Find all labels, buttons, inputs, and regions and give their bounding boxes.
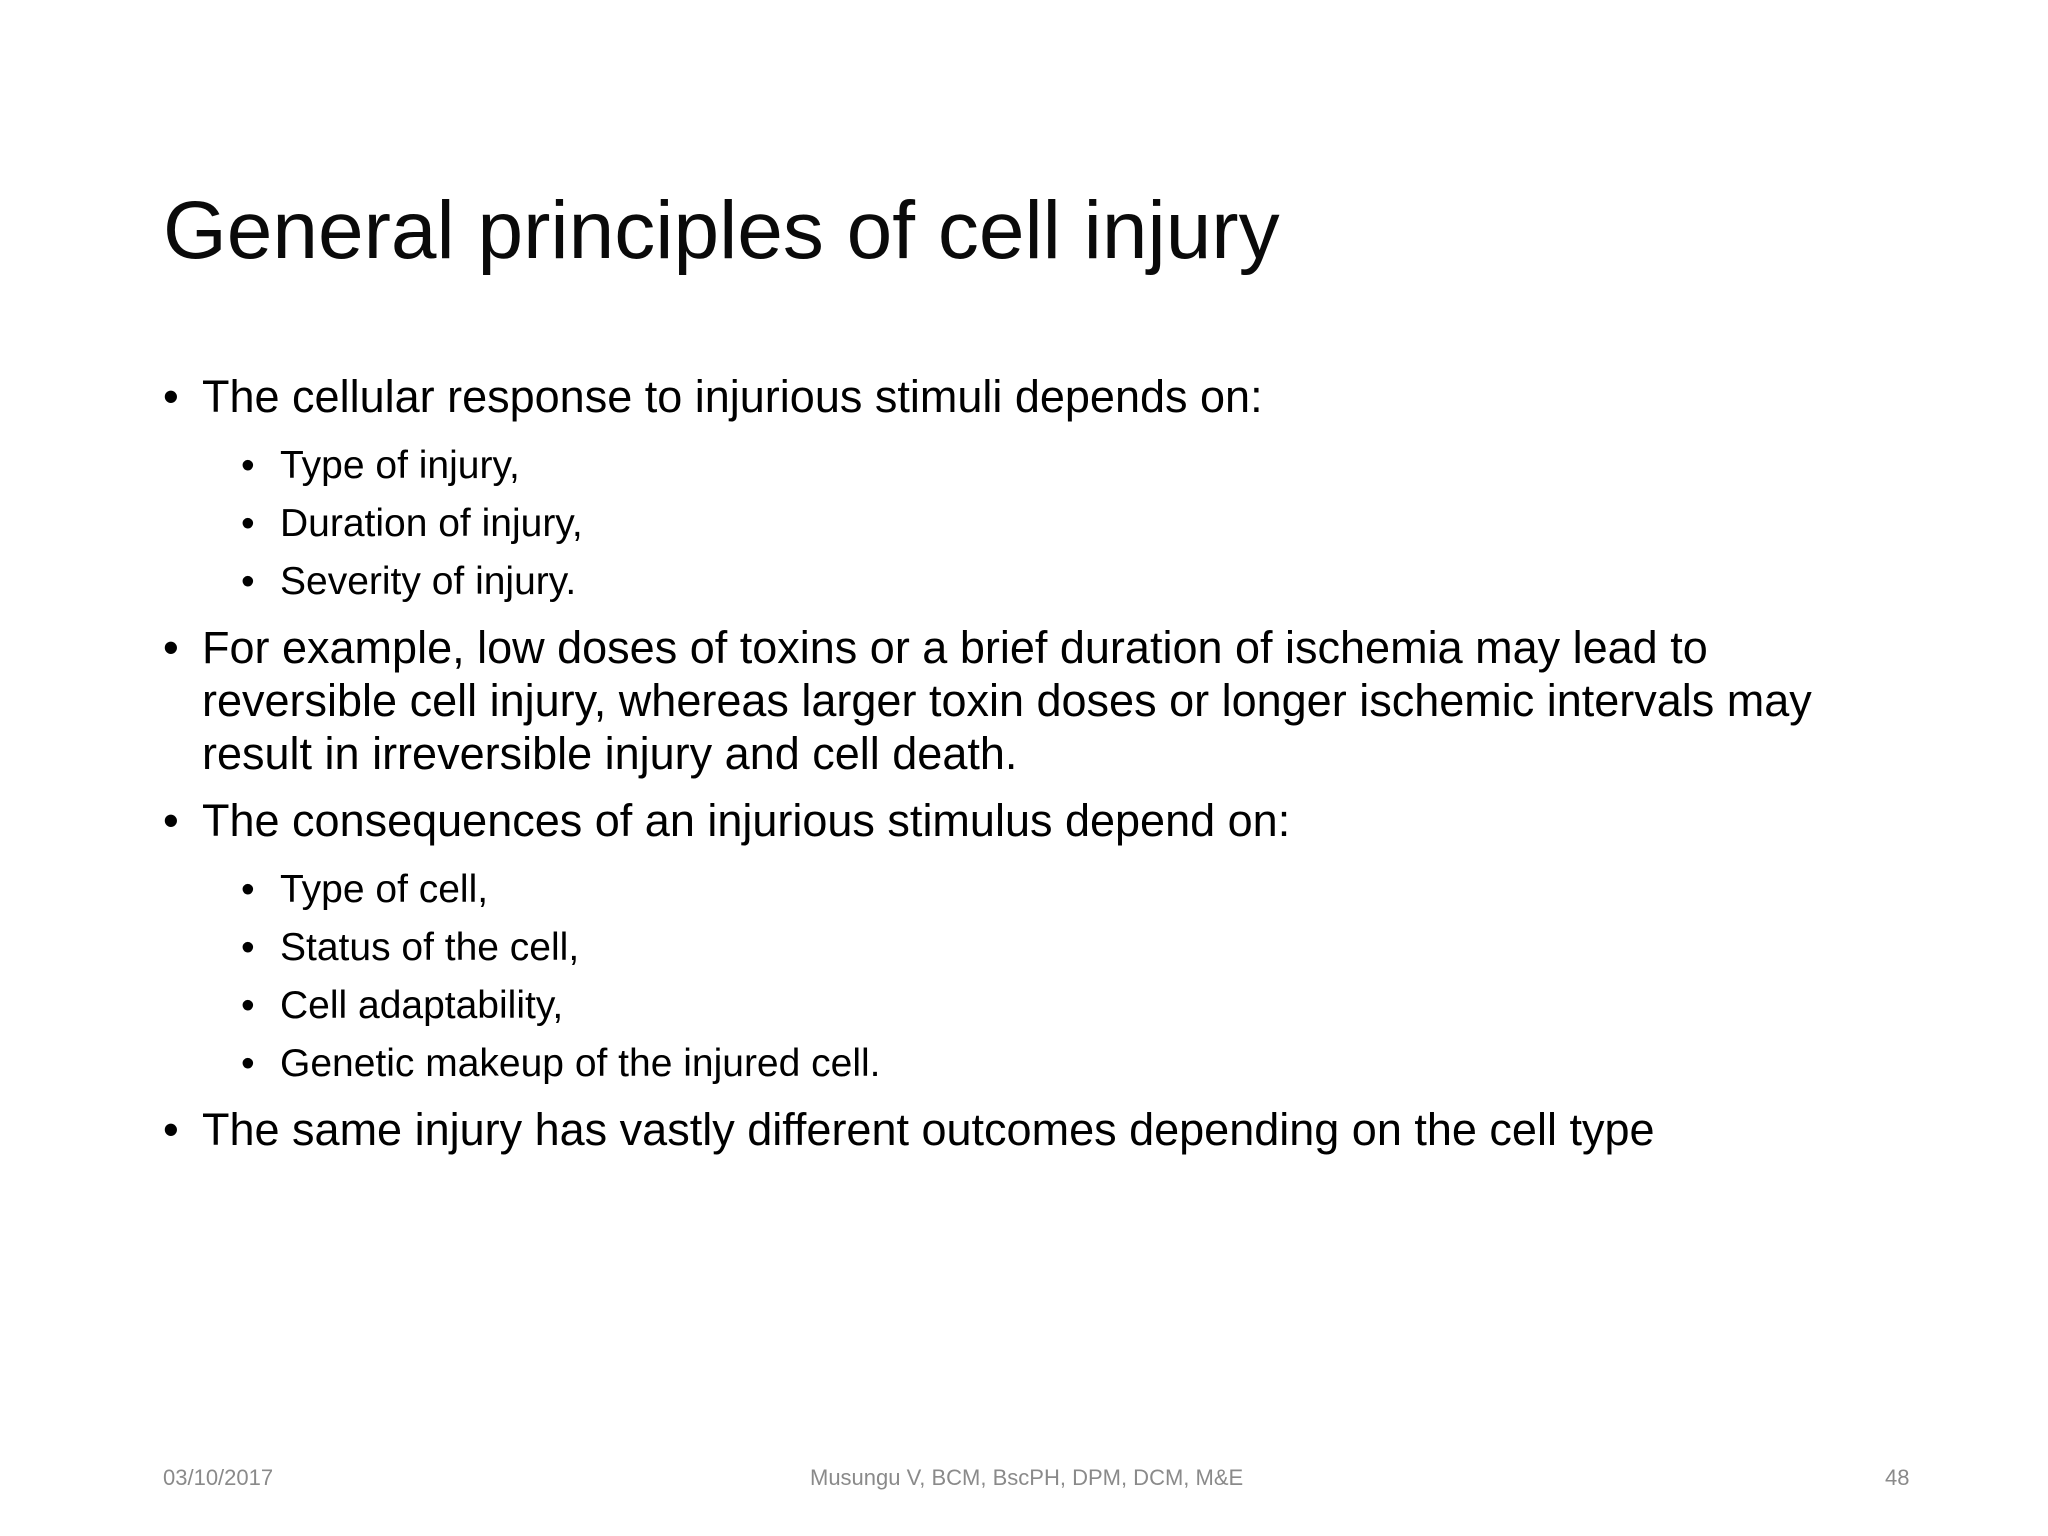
- sub-bullet-list: [163, 437, 1903, 611]
- sub-bullet-item: [163, 977, 1903, 1035]
- sub-bullet-item: [163, 919, 1903, 977]
- sub-bullet-item: [163, 495, 1903, 553]
- bullet-marker: •: [163, 622, 179, 673]
- bullet-text: For example, low doses of toxins or a brief duration of ischemia may lead to reversible cell injury, whereas larger toxin doses or longer ischemic intervals may result in irreversible injury and cell death.: [202, 622, 1812, 779]
- footer-author: Musungu V, BCM, BscPH, DPM, DCM, M&E: [810, 1465, 1244, 1490]
- bullet-marker: •: [241, 926, 255, 969]
- bullet-marker: •: [241, 560, 255, 603]
- bullet-marker: •: [163, 1104, 179, 1155]
- slide-title: General principles of cell injury: [163, 185, 1280, 276]
- bullet-text: The cellular response to injurious stimuli depends on:: [202, 371, 1263, 422]
- sub-bullet-item: [163, 437, 1903, 495]
- sub-bullet-text: Severity of injury.: [280, 560, 577, 603]
- sub-bullet-text: Duration of injury,: [280, 502, 583, 545]
- bullet-marker: •: [241, 444, 255, 487]
- footer-date: 03/10/2017: [163, 1465, 274, 1490]
- bullet-marker: •: [241, 502, 255, 545]
- sub-bullet-text: Status of the cell,: [280, 926, 580, 969]
- sub-bullet-item: [163, 861, 1903, 919]
- sub-bullet-text: Genetic makeup of the injured cell.: [280, 1042, 881, 1085]
- sub-bullet-text: Cell adaptability,: [280, 984, 564, 1027]
- bullet-marker: •: [163, 795, 179, 846]
- bullet-text: The same injury has vastly different outcomes depending on the cell type: [202, 1104, 1655, 1155]
- bullet-text: The consequences of an injurious stimulus depend on:: [202, 795, 1291, 846]
- sub-bullet-list: [163, 861, 1903, 1093]
- bullet-item: [163, 370, 1903, 423]
- sub-bullet-item: [163, 553, 1903, 611]
- slide-content: [163, 370, 1903, 1170]
- sub-bullet-text: Type of injury,: [280, 444, 520, 487]
- sub-bullet-item: [163, 1035, 1903, 1093]
- slide-number: 48: [1885, 1465, 1910, 1490]
- bullet-item: [163, 1103, 1903, 1156]
- bullet-item: [163, 621, 1903, 780]
- bullet-item: [163, 794, 1903, 847]
- bullet-marker: •: [241, 984, 255, 1027]
- bullet-marker: •: [241, 1042, 255, 1085]
- sub-bullet-text: Type of cell,: [280, 868, 489, 911]
- bullet-marker: •: [163, 371, 179, 422]
- bullet-marker: •: [241, 868, 255, 911]
